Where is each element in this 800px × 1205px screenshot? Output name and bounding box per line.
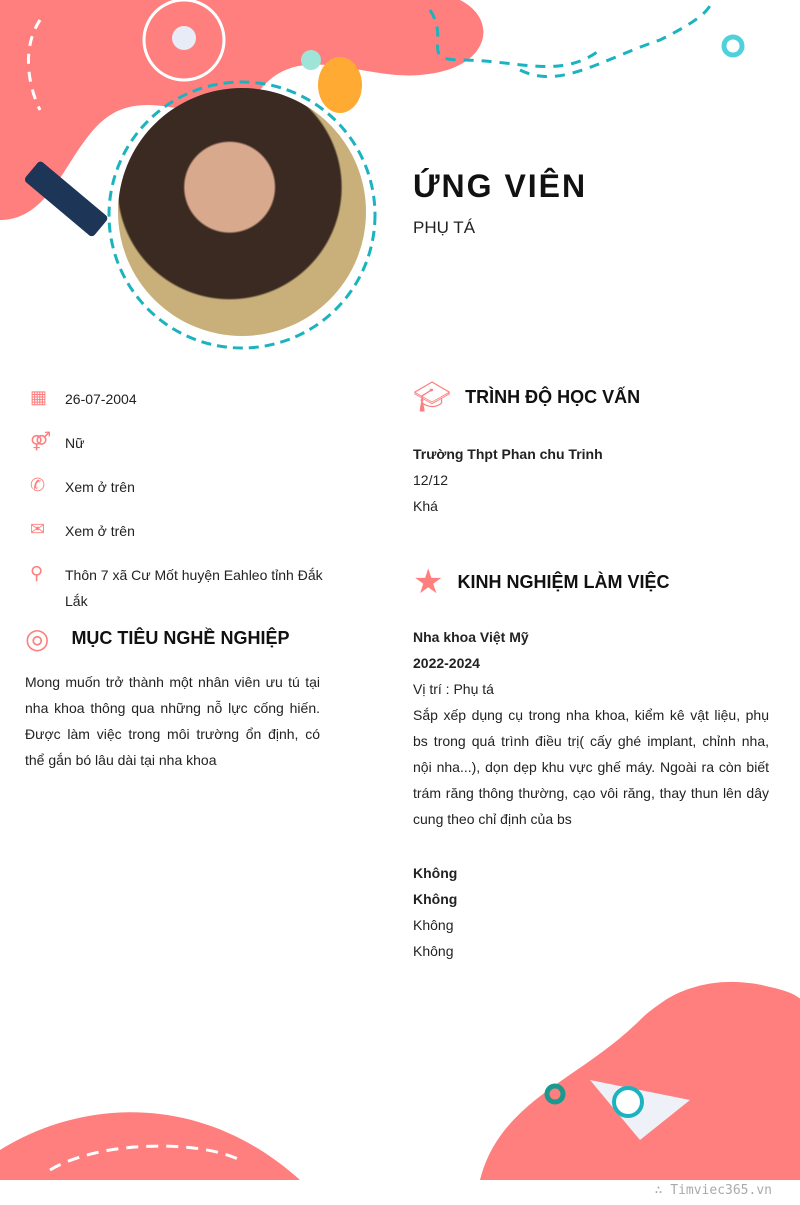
personal-info <box>30 386 330 632</box>
footer-brand: ∴ Timviec365.vn <box>654 1183 772 1198</box>
job-description: Không <box>413 943 454 959</box>
job-role: Vị trí : Phụ tá <box>413 681 494 697</box>
gender-icon: ⚤ <box>30 431 52 451</box>
education-header <box>413 380 640 415</box>
phone: Xem ở trên <box>65 479 135 495</box>
job-role: Không <box>413 917 454 933</box>
email-icon: ✉ <box>30 519 46 539</box>
school: Trường Thpt Phan chu Trinh <box>413 446 603 462</box>
star-icon: ★ <box>413 563 444 601</box>
goal-title: MỤC TIÊU NGHỀ NGHIỆP <box>71 628 290 648</box>
career-goal-section <box>25 622 320 773</box>
period: Không <box>413 891 458 907</box>
candidate-photo <box>118 88 366 336</box>
experience-section <box>413 624 769 964</box>
education-title: TRÌNH ĐỘ HỌC VẤN <box>465 387 641 407</box>
gender: Nữ <box>65 435 85 451</box>
period: 2022-2024 <box>413 655 480 671</box>
target-icon: ◎ <box>25 623 50 654</box>
graduation-cap-icon: 🎓︎ <box>413 381 452 414</box>
phone-icon: ✆ <box>30 475 46 495</box>
candidate-position: PHỤ TÁ <box>413 218 476 237</box>
candidate-name: ỨNG VIÊN <box>413 168 588 204</box>
experience-header <box>413 562 670 602</box>
rank: Khá <box>413 498 438 514</box>
company: Không <box>413 865 458 881</box>
grade: 12/12 <box>413 472 449 488</box>
location-icon: ⚲ <box>30 563 44 583</box>
birthday: 26-07-2004 <box>65 391 137 407</box>
goal-text: Mong muốn trở thành một nhân viên ưu tú tại nha khoa thông qua những nỗ lực cống hiến. Được làm việc trong môi trường ổn định, có thể gắn bó lâu dài tại nha khoa <box>25 674 320 768</box>
job-description: Sắp xếp dụng cụ trong nha khoa, kiểm kê vật liệu, phụ bs trong quá trình điều trị( cấy ghé implant, chỉnh nha, nội nha...), dọn dẹp khu vực ghế máy. Ngoài ra còn biết trám răng thông thường, cạo vôi răng, thay thun lên dây cung theo chỉ định của bs <box>413 707 769 827</box>
calendar-icon: ▦ <box>30 387 48 407</box>
address: Thôn 7 xã Cư Mốt huyện Eahleo tỉnh Đắk Lắk <box>65 567 323 609</box>
experience-title: KINH NGHIỆM LÀM VIỆC <box>457 571 670 592</box>
education-section <box>413 441 769 519</box>
company: Nha khoa Việt Mỹ <box>413 629 529 645</box>
email: Xem ở trên <box>65 523 135 539</box>
